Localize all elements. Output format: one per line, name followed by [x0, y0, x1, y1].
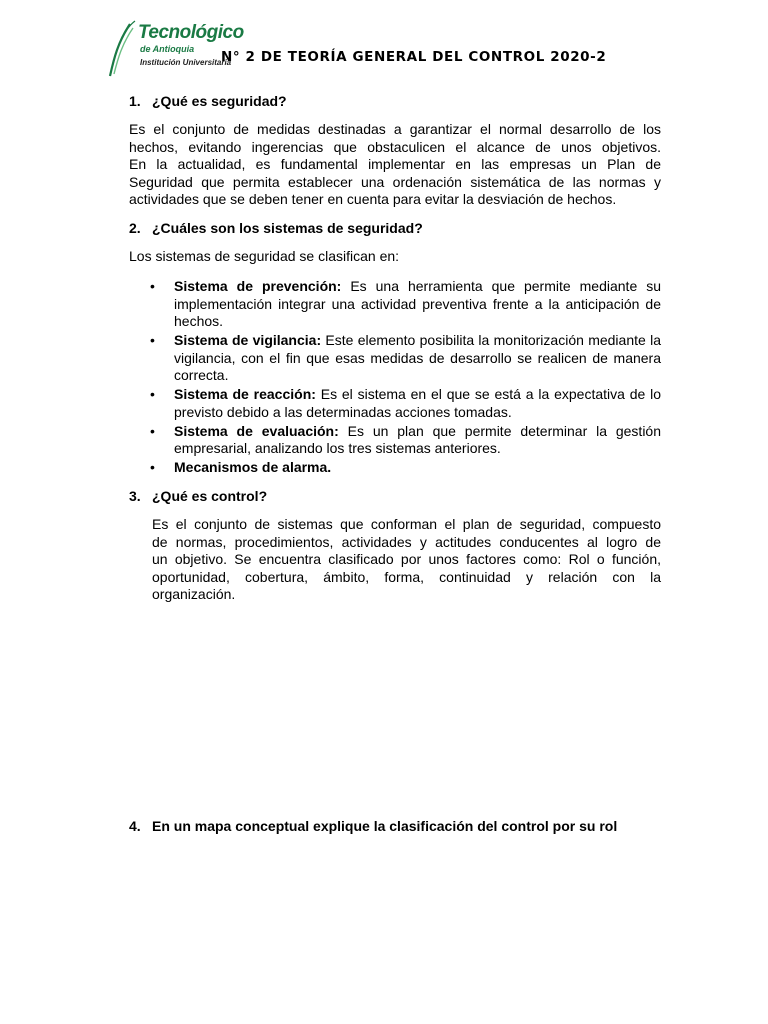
logo-institution: Institución Universitaria: [140, 58, 232, 67]
list-item: [150, 459, 661, 477]
question-4: [129, 818, 617, 834]
answer-line: Seguridad que permita establecer una ordenación sistemática de las normas y: [129, 173, 661, 190]
bullet-text: Es un plan que permite determinar la gestión empresarial, analizando los tres sistemas anteriores.: [174, 422, 662, 456]
bullet-term: Sistema de reacción:: [174, 386, 316, 402]
question-3: [129, 488, 267, 504]
bullet-icon: •: [150, 459, 155, 475]
bullet-icon: •: [150, 278, 155, 294]
answer-2-intro: Los sistemas de seguridad se clasifican en:: [129, 248, 400, 264]
question-number: 1.: [129, 93, 141, 109]
bullet-text: Es una herramienta que permite mediante su implementación integrar una actividad preventiva frente a la anticipación de hechos.: [174, 278, 661, 329]
list-item: [150, 332, 661, 385]
bullet-icon: •: [150, 332, 155, 348]
logo-subtitle: de Antioquia: [140, 44, 195, 54]
logo-name: Tecnológico: [138, 22, 244, 43]
bullet-text: Este elemento posibilita la monitorización mediante la vigilancia, con el fin que esas medidas de desarrollo se realicen de manera correcta.: [174, 332, 661, 383]
bullet-term: Sistema de evaluación:: [174, 422, 339, 439]
list-item: [150, 386, 661, 421]
question-text: ¿Qué es seguridad?: [152, 93, 287, 109]
question-text: ¿Qué es control?: [152, 488, 268, 504]
document-title: N° 2 DE TEORÍA GENERAL DEL CONTROL 2020-2: [221, 49, 607, 65]
question-text: ¿Cuáles son los sistemas de seguridad?: [152, 220, 423, 236]
question-number: 2.: [129, 220, 141, 236]
list-item: [150, 423, 661, 458]
answer-line: de normas, procedimientos, actividades y actitudes conducentes al logro de: [152, 533, 661, 550]
answer-3: [152, 516, 661, 604]
answer-1: [129, 121, 661, 209]
answer-line: oportunidad, cobertura, ámbito, forma, continuidad y relación con la: [152, 568, 661, 585]
bullet-icon: •: [150, 386, 155, 402]
bullet-term: Sistema de prevención:: [174, 278, 342, 294]
question-text: En un mapa conceptual explique la clasificación del control por su rol: [152, 818, 618, 834]
logo-swoosh-icon: [104, 18, 138, 78]
question-number: 4.: [129, 818, 141, 834]
list-item: [150, 278, 661, 331]
bullet-text: Es el sistema en el que se está a la expectativa de lo previsto debido a las determinadas acciones tomadas.: [174, 386, 662, 420]
answer-line: hechos, evitando ingerencias que obstaculicen el alcance de unos objetivos.: [129, 138, 661, 155]
question-2: [129, 220, 423, 236]
answer-line: Es el conjunto de medidas destinadas a garantizar el normal desarrollo de los: [129, 121, 661, 137]
answer-line: un objetivo. Se encuentra clasificado por unos factores como: Rol o función,: [152, 551, 661, 567]
answer-line: organización.: [152, 586, 236, 602]
bullet-icon: •: [150, 422, 155, 439]
bullet-term: Sistema de vigilancia:: [174, 332, 322, 348]
answer-line: actividades que se deben tener en cuenta para evitar la desviación de hechos.: [129, 191, 617, 207]
security-systems-list: [150, 278, 661, 478]
question-number: 3.: [129, 488, 141, 504]
bullet-term: Mecanismos de alarma.: [174, 459, 332, 475]
answer-line: En la actualidad, es fundamental implementar en las empresas un Plan de: [129, 156, 661, 172]
question-1: [129, 93, 287, 109]
answer-line: Es el conjunto de sistemas que conforman el plan de seguridad, compuesto: [152, 516, 661, 532]
